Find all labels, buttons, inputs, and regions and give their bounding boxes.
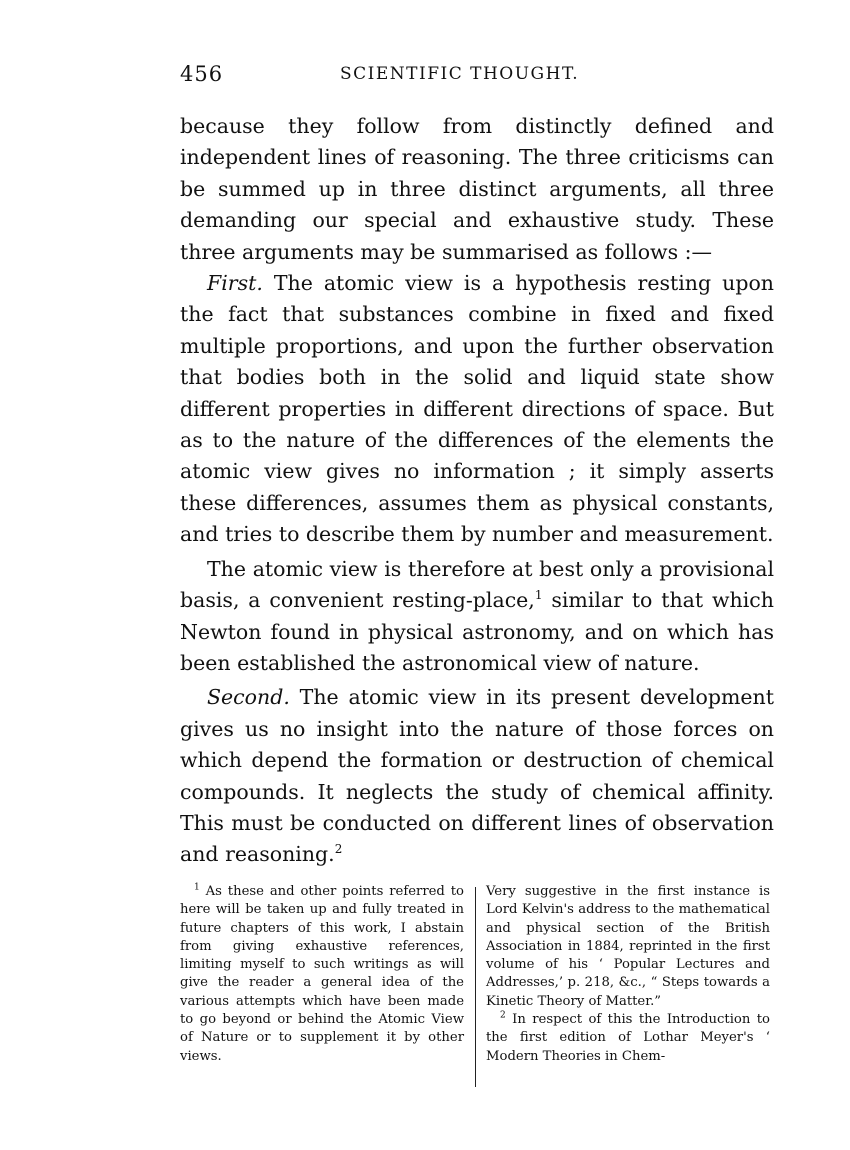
footnote-ref-1: 1 <box>534 588 543 603</box>
paragraph-first-text: The atomic view is a hypothesis resting upon the fact that substances combine in fixed and fixed multiple proportions, and upon the further observation that bodies both in the solid and liquid state show different properties in different directions of space. But as to the nature of the differences of the elements the atomic view gives no information ; it simply asserts these differences, assumes them as physical constants, and tries to describe them by number and measurement. <box>180 271 774 547</box>
paragraph-provisional <box>180 554 774 680</box>
footnote-column-left <box>180 883 464 1066</box>
second-lead: Second. <box>207 685 290 710</box>
footnote-2-mark: 2 <box>500 1010 506 1021</box>
footnote-column-right <box>486 883 770 1066</box>
paragraph-second <box>180 682 774 870</box>
footnote-1 <box>180 883 464 1066</box>
footnote-1-mark: 1 <box>194 882 200 893</box>
page-number: 456 <box>180 62 224 86</box>
footnotes <box>180 883 776 1093</box>
first-lead: First. <box>207 271 263 296</box>
footnote-ref-2: 2 <box>334 842 343 857</box>
footnote-2 <box>486 1011 770 1066</box>
footnote-column-divider <box>475 887 476 1087</box>
running-head: SCIENTIFIC THOUGHT. <box>340 64 580 84</box>
paragraph-first <box>180 268 774 551</box>
paragraph-provisional-text-b: similar to that which Newton found in physical astronomy, and on which has been established the astronomical view of nature. <box>180 588 774 675</box>
paragraph-provisional-text-a: The atomic view is therefore at best only a provisional basis, a convenient resting-place, <box>180 556 774 613</box>
footnote-1-continued <box>486 883 770 1011</box>
footnote-2-text: In respect of this the Introduction to the first edition of Lothar Meyer's ‘ Modern Theories in Chem- <box>486 1012 770 1064</box>
paragraph-1 <box>180 111 774 268</box>
paragraph-second-text: The atomic view in its present development gives us no insight into the nature of those forces on which depend the formation or destruction of chemical compounds. It neglects the study of chemical affinity. This must be conducted on different lines of observation and reasoning. <box>180 685 774 867</box>
page-header <box>180 62 780 92</box>
footnote-1-text: As these and other points referred to here will be taken up and fully treated in future chapters of this work, I abstain from giving exhaustive references, limiting myself to such writings as will give the reader a general idea of the various attempts which have been made to go beyond or behind the Atomic View of Nature or to supplement it by other views. <box>180 884 464 1064</box>
main-text <box>180 111 774 871</box>
footnote-1-continued-text: Very suggestive in the first instance is Lord Kelvin's address to the mathematical and physical section of the British Association in 1884, reprinted in the first volume of his ‘ Popular Lectures and Addresses,’ p. 218, &c., “ Steps towards a Kinetic Theory of Matter.” <box>486 884 770 1009</box>
paragraph-1-text: because they follow from distinctly defined and independent lines of reasoning. The three criticisms can be summed up in three distinct arguments, all three demanding our special and exhaustive study. These three arguments may be summarised as follows :— <box>180 114 774 264</box>
